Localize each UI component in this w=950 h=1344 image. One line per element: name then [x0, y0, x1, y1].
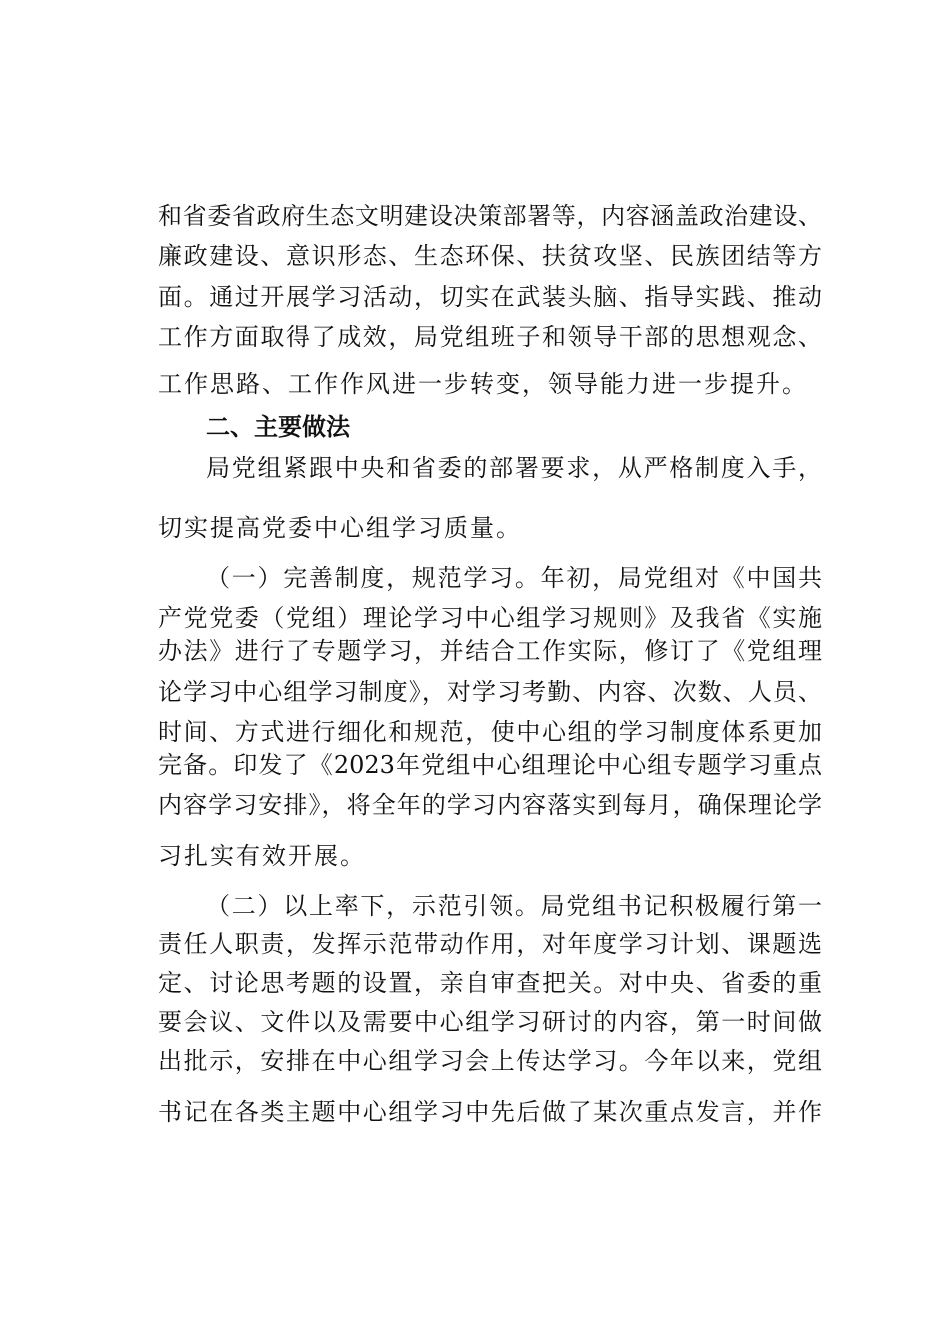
text-line: 书记在各类主题中心组学习中先后做了某次重点发言，并作: [158, 1098, 822, 1126]
text-line: 完备。印发了《2023年党组中心组理论中心组专题学习重点: [158, 751, 822, 779]
text-line: 时间、方式进行细化和规范，使中心组的学习制度体系更加: [158, 718, 822, 746]
text-line: （一）完善制度，规范学习。年初，局党组对《中国共: [206, 564, 822, 592]
text-line: 办法》进行了专题学习，并结合工作实际，修订了《党组理: [158, 637, 822, 665]
text-line: 责任人职责，发挥示范带动作用，对年度学习计划、课题选: [158, 930, 822, 958]
text-line: 出批示，安排在中心组学习会上传达学习。今年以来，党组: [158, 1047, 822, 1075]
text-line: 面。通过开展学习活动，切实在武装头脑、指导实践、推动: [158, 283, 822, 311]
text-line: 工作思路、工作作风进一步转变，领导能力进一步提升。: [158, 370, 808, 398]
text-line: 产党党委（党组）理论学习中心组学习规则》及我省《实施: [158, 604, 822, 632]
text-line: 切实提高党委中心组学习质量。: [158, 514, 522, 542]
text-line: 工作方面取得了成效，局党组班子和领导干部的思想观念、: [158, 323, 822, 351]
text-line: 内容学习安排》，将全年的学习内容落实到每月，确保理论学: [158, 791, 822, 819]
text-line: 论学习中心组学习制度》，对学习考勤、内容、次数、人员、: [158, 678, 822, 706]
text-line: 定、讨论思考题的设置，亲自审查把关。对中央、省委的重: [158, 969, 822, 997]
text-line: 要会议、文件以及需要中心组学习研讨的内容，第一时间做: [158, 1008, 822, 1036]
text-line: （二）以上率下，示范引领。局党组书记积极履行第一: [206, 892, 822, 920]
text-line: 局党组紧跟中央和省委的部署要求，从严格制度入手，: [206, 454, 822, 482]
text-line: 廉政建设、意识形态、生态环保、扶贫攻坚、民族团结等方: [158, 242, 822, 270]
text-line: 和省委省政府生态文明建设决策部署等，内容涵盖政治建设、: [158, 202, 822, 230]
text-line: 习扎实有效开展。: [158, 842, 366, 870]
section-heading: 二、主要做法: [206, 413, 350, 441]
